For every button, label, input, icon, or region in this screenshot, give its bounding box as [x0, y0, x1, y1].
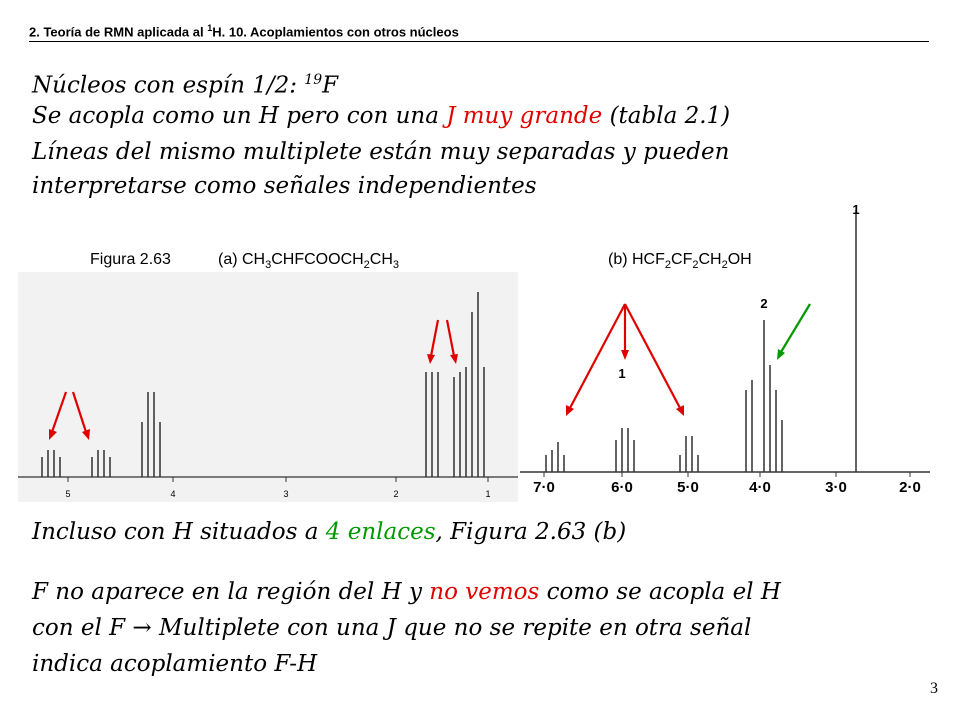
line-nucleos-sup: 19	[304, 72, 323, 88]
line-nucleos-text: Núcleos con espín 1/2:	[32, 72, 305, 99]
axis-tick-label: 3	[283, 489, 289, 499]
slide-header	[29, 20, 929, 42]
caption-a-2: CHFCOOCH	[271, 251, 364, 268]
line-no-aparece-highlight: no vemos	[429, 579, 540, 605]
header-sup: 1	[207, 23, 213, 33]
line-multiplete	[32, 612, 751, 644]
header-suffix: H. 10. Acoplamientos con otros núcleos	[212, 24, 459, 40]
caption-b-2: CF	[671, 251, 693, 268]
axis-tick-label: 4	[170, 489, 176, 499]
caption-b-sub2: 2	[692, 259, 699, 272]
caption-b-4: OH	[727, 251, 752, 268]
line-lineas: Líneas del mismo multiplete están muy separadas y pueden	[32, 139, 730, 165]
line-acopla-highlight: J muy grande	[446, 103, 603, 129]
line-incluso-highlight: 4 enlaces	[325, 519, 436, 545]
peak-number-label: 1	[618, 366, 626, 381]
caption-a-3: CH	[369, 251, 393, 268]
line-nucleos-end: F	[322, 72, 339, 99]
line-indica: indica acoplamiento F-H	[32, 651, 318, 677]
caption-a-sub2: 2	[363, 259, 370, 272]
axis-tick-label: 5·0	[677, 479, 699, 496]
peak-number-label: 1	[852, 202, 860, 217]
axis-tick-label: 2·0	[899, 479, 921, 496]
header-prefix: 2. Teoría de RMN aplicada al	[29, 24, 208, 40]
axis-tick-label: 1	[485, 489, 491, 499]
line-incluso	[32, 516, 626, 548]
axis-tick-label: 2	[393, 489, 399, 499]
line-incluso-b: , Figura 2.63 (b)	[435, 519, 627, 545]
arrow-b1	[570, 304, 625, 408]
axis-tick-label: 3·0	[825, 479, 847, 496]
caption-a-sub3: 3	[392, 259, 400, 272]
line-acopla-b: (tabla 2.1)	[602, 103, 731, 129]
axis-tick-label: 4·0	[749, 479, 771, 496]
line-no-aparece-a: F no aparece en la región del H y	[32, 579, 430, 605]
axis-tick-label: 5	[65, 489, 71, 499]
line-incluso-a: Incluso con H situados a	[32, 519, 326, 545]
nmr-spectrum-b	[520, 200, 930, 500]
line-multiplete-a: con el F	[32, 615, 133, 641]
line-acopla	[32, 100, 730, 132]
figure-label: Figura 2.63	[90, 251, 171, 268]
nmr-spectrum-a	[18, 272, 518, 502]
caption-b-sub3: 2	[721, 259, 728, 272]
page-number: 3	[930, 680, 938, 697]
arrow-b4	[781, 304, 810, 352]
line-acopla-a: Se acopla como un H pero con una	[32, 103, 447, 129]
peak-number-label: 2	[760, 296, 768, 311]
arrow-b3	[625, 304, 680, 408]
caption-b-3: CH	[698, 251, 722, 268]
line-interpretarse: interpretarse como señales independientes	[32, 173, 537, 199]
right-arrow-icon: →	[132, 615, 152, 641]
caption-b-1: (b) HCF	[608, 251, 665, 268]
caption-a-sub1: 3	[265, 259, 272, 272]
caption-a-1: (a) CH	[218, 251, 266, 268]
line-no-aparece	[32, 576, 781, 608]
caption-b-sub1: 2	[664, 259, 672, 272]
line-no-aparece-b: como se acopla el H	[539, 579, 781, 605]
axis-tick-label: 7·0	[533, 479, 555, 496]
line-nucleos	[32, 64, 338, 102]
axis-tick-label: 6·0	[611, 479, 633, 496]
line-multiplete-b: Multiplete con una J que no se repite en otra señal	[151, 615, 752, 641]
